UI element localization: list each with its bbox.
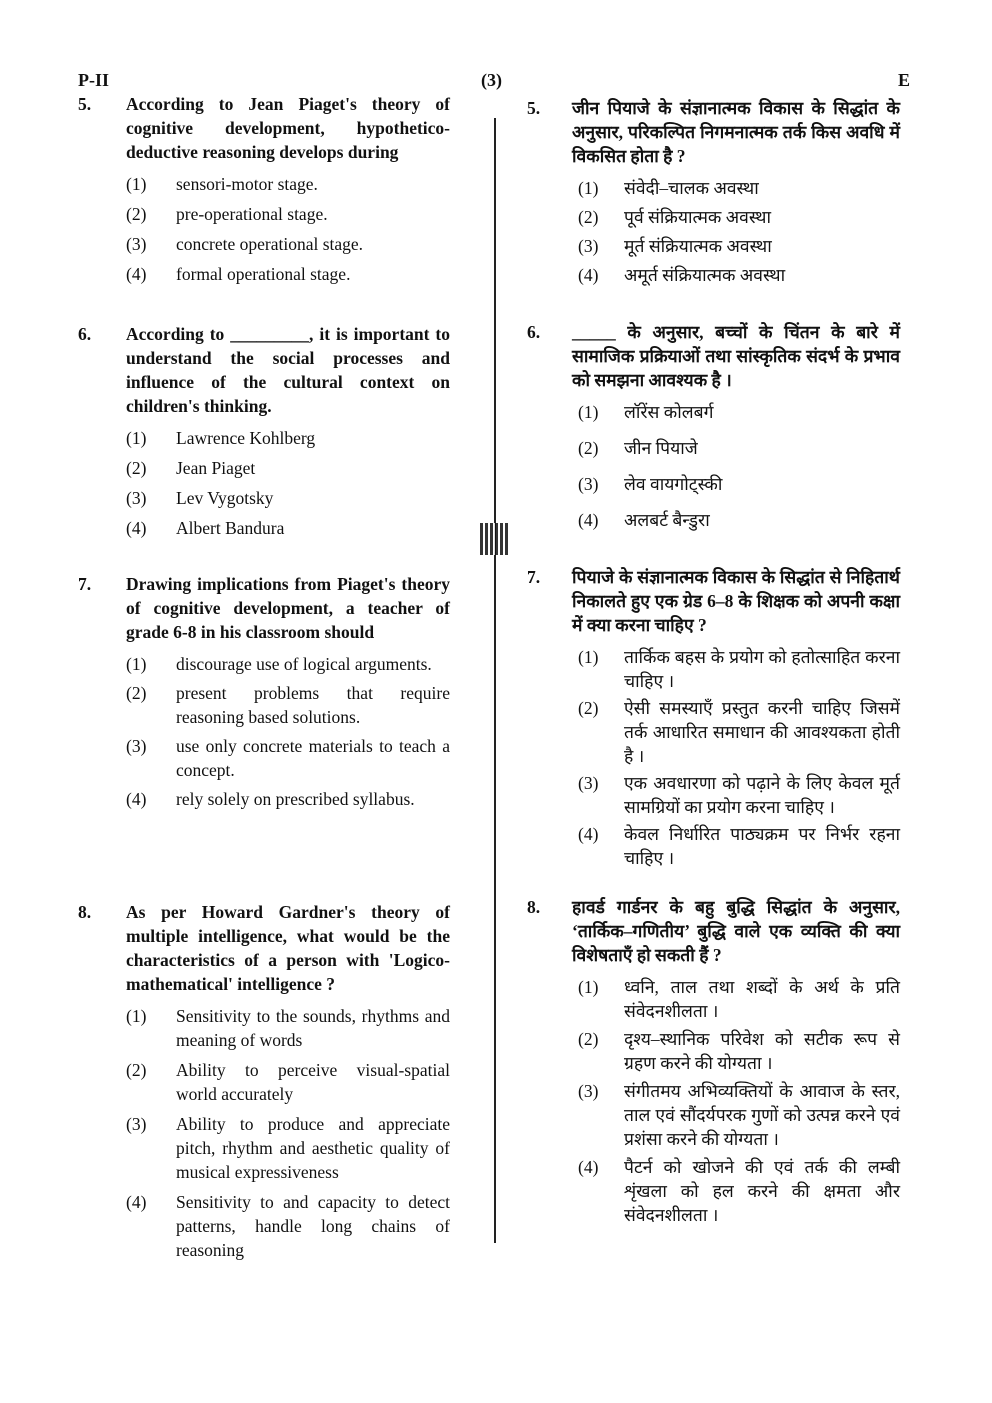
question-hi-7 bbox=[527, 565, 900, 873]
option-item bbox=[126, 456, 450, 480]
question-stem bbox=[527, 320, 900, 392]
option-number: (2) bbox=[126, 458, 147, 478]
option-text: तार्किक बहस के प्रयोग को हतोत्साहित करना चाहिए । bbox=[624, 647, 900, 691]
option-item bbox=[578, 234, 900, 258]
option-text: rely solely on prescribed syllabus. bbox=[176, 789, 415, 809]
option-item bbox=[578, 400, 900, 424]
question-en-6 bbox=[78, 322, 450, 546]
question-stem bbox=[78, 572, 450, 644]
option-text: Ability to perceive visual-spatial world accurately bbox=[176, 1060, 450, 1104]
option-list bbox=[527, 975, 900, 1227]
option-item bbox=[126, 486, 450, 510]
option-item bbox=[578, 822, 900, 870]
option-text: discourage use of logical arguments. bbox=[176, 654, 432, 674]
option-text: use only concrete materials to teach a concept. bbox=[176, 736, 450, 780]
option-item bbox=[126, 652, 450, 676]
qr-code-icon bbox=[480, 523, 510, 555]
paper-code: P-II bbox=[78, 70, 109, 90]
option-text: अमूर्त संक्रियात्मक अवस्था bbox=[624, 265, 786, 285]
column-divider bbox=[494, 118, 496, 1243]
option-text: present problems that require reasoning based solutions. bbox=[176, 683, 450, 727]
option-number: (1) bbox=[578, 402, 599, 422]
option-list bbox=[78, 1004, 450, 1262]
option-text: formal operational stage. bbox=[176, 264, 351, 284]
option-text: संवेदी–चालक अवस्था bbox=[624, 178, 759, 198]
option-number: (3) bbox=[578, 773, 599, 793]
option-item bbox=[578, 508, 900, 532]
option-number: (4) bbox=[578, 265, 599, 285]
option-number: (1) bbox=[126, 428, 147, 448]
option-item bbox=[578, 1079, 900, 1151]
option-number: (3) bbox=[126, 488, 147, 508]
option-number: (3) bbox=[126, 234, 147, 254]
option-item bbox=[578, 975, 900, 1023]
option-text: जीन पियाजे bbox=[624, 438, 698, 458]
option-number: (4) bbox=[126, 518, 147, 538]
option-text: ध्वनि, ताल तथा शब्दों के अर्थ के प्रति संवेदनशीलता । bbox=[624, 977, 900, 1021]
option-number: (2) bbox=[578, 207, 599, 227]
option-text: Sensitivity to the sounds, rhythms and meaning of words bbox=[176, 1006, 450, 1050]
option-number: (1) bbox=[578, 178, 599, 198]
option-number: (2) bbox=[578, 438, 599, 458]
option-number: (1) bbox=[578, 647, 599, 667]
option-text: लॉरेंस कोलबर्ग bbox=[624, 402, 714, 422]
option-list bbox=[527, 176, 900, 287]
option-item bbox=[126, 734, 450, 782]
question-text: According to Jean Piaget's theory of cognitive development, hypothetico-deductive reasoning develops during bbox=[126, 94, 450, 162]
option-text: दृश्य–स्थानिक परिवेश को सटीक रूप से ग्रहण करने की योग्यता । bbox=[624, 1029, 900, 1073]
question-en-7 bbox=[78, 572, 450, 816]
option-item bbox=[126, 1190, 450, 1262]
question-number: 5. bbox=[78, 94, 92, 114]
option-item bbox=[578, 436, 900, 460]
question-number: 6. bbox=[78, 324, 92, 344]
question-number: 8. bbox=[527, 897, 541, 917]
option-text: concrete operational stage. bbox=[176, 234, 364, 254]
option-number: (1) bbox=[126, 1006, 147, 1026]
option-item bbox=[126, 1112, 450, 1184]
option-number: (4) bbox=[126, 264, 147, 284]
option-number: (3) bbox=[126, 1114, 147, 1134]
option-text: Lawrence Kohlberg bbox=[176, 428, 316, 448]
option-text: पैटर्न को खोजने की एवं तर्क की लम्बी शृंखला को हल करने की क्षमता और संवेदनशीलता । bbox=[624, 1157, 900, 1225]
option-list bbox=[78, 652, 450, 811]
question-text: _____ के अनुसार, बच्चों के चिंतन के बारे में सामाजिक प्रक्रियाओं तथा सांस्कृतिक संदर्भ के प्रभाव को समझना आवश्यक है । bbox=[572, 322, 900, 390]
option-item bbox=[126, 681, 450, 729]
option-item bbox=[126, 1058, 450, 1106]
option-item bbox=[126, 516, 450, 540]
option-item bbox=[126, 262, 450, 286]
option-number: (4) bbox=[126, 1192, 147, 1212]
option-number: (3) bbox=[578, 236, 599, 256]
option-number: (4) bbox=[126, 789, 147, 809]
question-stem bbox=[527, 565, 900, 637]
question-text: Drawing implications from Piaget's theory of cognitive development, a teacher of grade 6-8 in his classroom should bbox=[126, 574, 450, 642]
question-hi-8 bbox=[527, 895, 900, 1231]
option-number: (2) bbox=[126, 683, 147, 703]
question-text: जीन पियाजे के संज्ञानात्मक विकास के सिद्धांत के अनुसार, परिकल्पित निगमनात्मक तर्क किस अवधि में विकसित होता है ? bbox=[572, 98, 900, 166]
option-text: पूर्व संक्रियात्मक अवस्था bbox=[624, 207, 771, 227]
option-text: एक अवधारणा को पढ़ाने के लिए केवल मूर्त सामग्रियों का प्रयोग करना चाहिए । bbox=[624, 773, 900, 817]
question-text: As per Howard Gardner's theory of multiple intelligence, what would be the characteristics of a person with 'Logico-mathematical' intelligence ? bbox=[126, 902, 450, 994]
question-number: 6. bbox=[527, 322, 541, 342]
question-stem bbox=[527, 895, 900, 967]
option-item bbox=[126, 426, 450, 450]
question-hi-5 bbox=[527, 96, 900, 292]
option-item bbox=[126, 1004, 450, 1052]
option-number: (3) bbox=[578, 474, 599, 494]
option-text: Jean Piaget bbox=[176, 458, 256, 478]
option-item bbox=[578, 645, 900, 693]
option-number: (4) bbox=[578, 1157, 599, 1177]
option-list bbox=[527, 645, 900, 870]
option-item bbox=[578, 1027, 900, 1075]
question-en-8 bbox=[78, 900, 450, 1268]
option-item bbox=[126, 232, 450, 256]
option-item bbox=[578, 472, 900, 496]
option-text: केवल निर्धारित पाठ्यक्रम पर निर्भर रहना चाहिए । bbox=[624, 824, 900, 868]
option-item bbox=[578, 696, 900, 768]
option-list bbox=[78, 172, 450, 286]
question-text: According to _________, it is important to understand the social processes and influence of the cultural context on children's thinking. bbox=[126, 324, 450, 416]
option-number: (3) bbox=[126, 736, 147, 756]
language-code: E bbox=[898, 70, 911, 90]
question-number: 5. bbox=[527, 98, 541, 118]
option-list bbox=[78, 426, 450, 540]
question-number: 8. bbox=[78, 902, 92, 922]
option-list bbox=[527, 400, 900, 532]
option-number: (1) bbox=[126, 654, 147, 674]
option-number: (1) bbox=[126, 174, 147, 194]
question-stem bbox=[78, 322, 450, 418]
option-text: मूर्त संक्रियात्मक अवस्था bbox=[624, 236, 772, 256]
option-number: (4) bbox=[578, 510, 599, 530]
option-item bbox=[578, 771, 900, 819]
option-number: (2) bbox=[578, 1029, 599, 1049]
option-text: संगीतमय अभिव्यक्तियों के आवाज के स्तर, ताल एवं सौंदर्यपरक गुणों को उत्पन्न करने एवं प्रशंसा करने की योग्यता । bbox=[624, 1081, 900, 1149]
question-en-5 bbox=[78, 92, 450, 292]
option-item bbox=[126, 202, 450, 226]
question-stem bbox=[78, 900, 450, 996]
question-text: पियाजे के संज्ञानात्मक विकास के सिद्धांत से निहितार्थ निकालते हुए एक ग्रेड 6–8 के शिक्षक को अपनी कक्षा में क्या करना चाहिए ? bbox=[572, 567, 900, 635]
option-text: ऐसी समस्याएँ प्रस्तुत करनी चाहिए जिसमें तर्क आधारित समाधान की आवश्यकता होती है । bbox=[624, 698, 900, 766]
option-item bbox=[578, 263, 900, 287]
option-text: लेव वायगोट्स्की bbox=[624, 474, 723, 494]
option-number: (2) bbox=[578, 698, 599, 718]
question-number: 7. bbox=[527, 567, 541, 587]
option-text: sensori-motor stage. bbox=[176, 174, 318, 194]
option-number: (1) bbox=[578, 977, 599, 997]
option-item bbox=[126, 787, 450, 811]
page-number: (3) bbox=[481, 70, 502, 90]
question-text: हावर्ड गार्डनर के बहु बुद्धि सिद्धांत के अनुसार, ‘तार्किक–गणितीय’ बुद्धि वाले एक व्यक्ति की क्या विशेषताएँ हो सकती हैं ? bbox=[572, 897, 900, 965]
option-number: (4) bbox=[578, 824, 599, 844]
option-item bbox=[578, 176, 900, 200]
option-text: अलबर्ट बैन्डुरा bbox=[624, 510, 710, 530]
option-item bbox=[126, 172, 450, 196]
option-text: Lev Vygotsky bbox=[176, 488, 274, 508]
question-hi-6 bbox=[527, 320, 900, 544]
question-stem bbox=[78, 92, 450, 164]
option-number: (3) bbox=[578, 1081, 599, 1101]
option-number: (2) bbox=[126, 1060, 147, 1080]
question-stem bbox=[527, 96, 900, 168]
option-text: Sensitivity to and capacity to detect patterns, handle long chains of reasoning bbox=[176, 1192, 450, 1260]
option-item bbox=[578, 1155, 900, 1227]
option-item bbox=[578, 205, 900, 229]
question-number: 7. bbox=[78, 574, 92, 594]
option-text: pre-operational stage. bbox=[176, 204, 328, 224]
option-text: Albert Bandura bbox=[176, 518, 285, 538]
option-number: (2) bbox=[126, 204, 147, 224]
option-text: Ability to produce and appreciate pitch, rhythm and aesthetic quality of musical expressiveness bbox=[176, 1114, 450, 1182]
